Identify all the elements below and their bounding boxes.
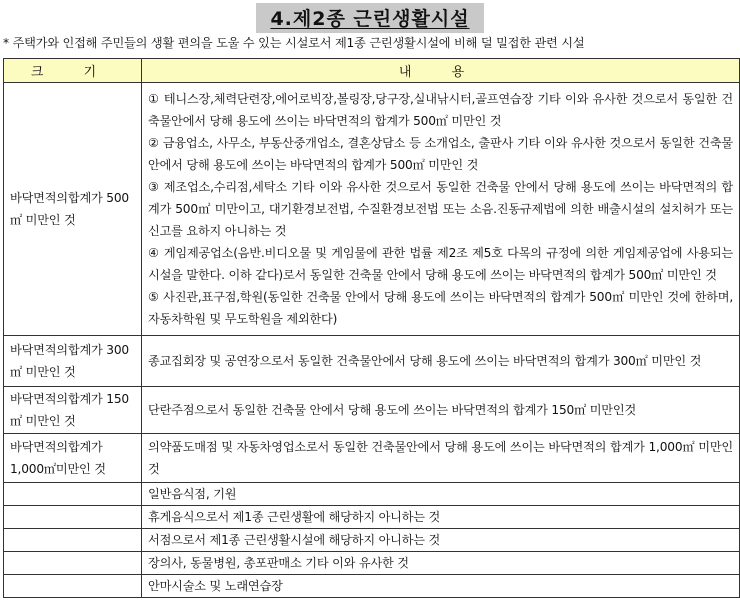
size-cell: 바닥면적의합계가 1,000㎡미만인 것 (4, 434, 142, 483)
content-item: ② 금융업소, 사무소, 부동산중개업소, 결혼상담소 등 소개업소, 출판사 기타 이와 유사한 것으로서 동일한 건축물 안에서 당해 용도에 쓰이는 바닥면적의 합계가 500㎡ 미만인 것 (148, 136, 733, 172)
content-item: ① 테니스장,체력단련장,에어로빅장,볼링장,당구장,실내낚시터,골프연습장 기타 이와 유사한 것으로서 동일한 건축물안에서 당해 용도에 쓰이는 바닥면적의 합계가 500㎡ 미만인 것 (148, 92, 733, 128)
header-content: 내 용 (142, 59, 740, 83)
size-cell: 바닥면적의합계가 150㎡ 미만인 것 (4, 387, 142, 434)
size-cell (4, 575, 142, 598)
description-note: * 주택가와 인접해 주민들의 생활 편의을 도울 수 있는 시설로서 제1종 근린생활시설에 비해 덜 밀접한 관련 시설 (3, 36, 585, 50)
table-row (4, 529, 740, 552)
facility-table (3, 58, 740, 598)
title-container (0, 3, 740, 33)
header-size: 크 기 (4, 59, 142, 83)
table-row (4, 434, 740, 483)
content-cell: 안마시술소 및 노래연습장 (142, 575, 740, 598)
size-cell: 바닥면적의합계가 500㎡ 미만인 것 (4, 83, 142, 336)
size-cell: 바닥면적의합계가 300㎡ 미만인 것 (4, 336, 142, 387)
table-row (4, 552, 740, 575)
table-row (4, 506, 740, 529)
content-cell: 종교집회장 및 공연장으로서 동일한 건축물안에서 당해 용도에 쓰이는 바닥면적의 합계가 300㎡ 미만인 것 (142, 336, 740, 387)
size-cell (4, 529, 142, 552)
content-cell: 의약품도매점 및 자동차영업소로서 동일한 건축물안에서 당해 용도에 쓰이는 바닥면적의 합계가 1,000㎡ 미만인 것 (142, 434, 740, 483)
size-cell (4, 552, 142, 575)
table-header-row (4, 59, 740, 83)
content-item: ⑤ 사진관,표구점,학원(동일한 건축물 안에서 당해 용도에 쓰이는 바닥면적의 합계가 500㎡ 미만인 것에 한하며, 자동차학원 및 무도학원을 제외한다) (148, 290, 733, 326)
table-row (4, 483, 740, 506)
content-cell: 휴게음식으로서 제1종 근린생활에 해당하지 아니하는 것 (142, 506, 740, 529)
size-cell (4, 483, 142, 506)
size-cell (4, 506, 142, 529)
content-cell: 장의사, 동물병원, 총포판매소 기타 이와 유사한 것 (142, 552, 740, 575)
page-title: 4.제2종 근린생활시설 (256, 3, 483, 33)
content-cell: 단란주점으로서 동일한 건축물 안에서 당해 용도에 쓰이는 바닥면적의 합계가 150㎡ 미만인것 (142, 387, 740, 434)
content-item: ③ 제조업소,수리점,세탁소 기타 이와 유사한 것으로서 동일한 건축물 안에서 당해 용도에 쓰이는 바닥면적의 합계가 500㎡ 미만이고, 대기환경보전법, 수질환경보전법 또는 소음.진동규제법에 의한 배출시설의 설치허가 또는 신고를 요하지 아니하는 것 (148, 180, 733, 238)
table-row (4, 336, 740, 387)
content-cell (142, 83, 740, 336)
content-cell: 일반음식점, 기원 (142, 483, 740, 506)
table-row (4, 387, 740, 434)
table-row (4, 575, 740, 598)
content-cell: 서점으로서 제1종 근린생활시설에 해당하지 아니하는 것 (142, 529, 740, 552)
content-item: ④ 게임제공업소(음반.비디오물 및 게임물에 관한 법률 제2조 제5호 다목의 규정에 의한 게임제공업에 사용되는 시설을 말한다. 이하 같다)로서 동일한 건축물 안에서 당해 용도에 쓰이는 바닥면적의 합계가 500㎡ 미만인 것 (148, 246, 733, 282)
table-row (4, 83, 740, 336)
